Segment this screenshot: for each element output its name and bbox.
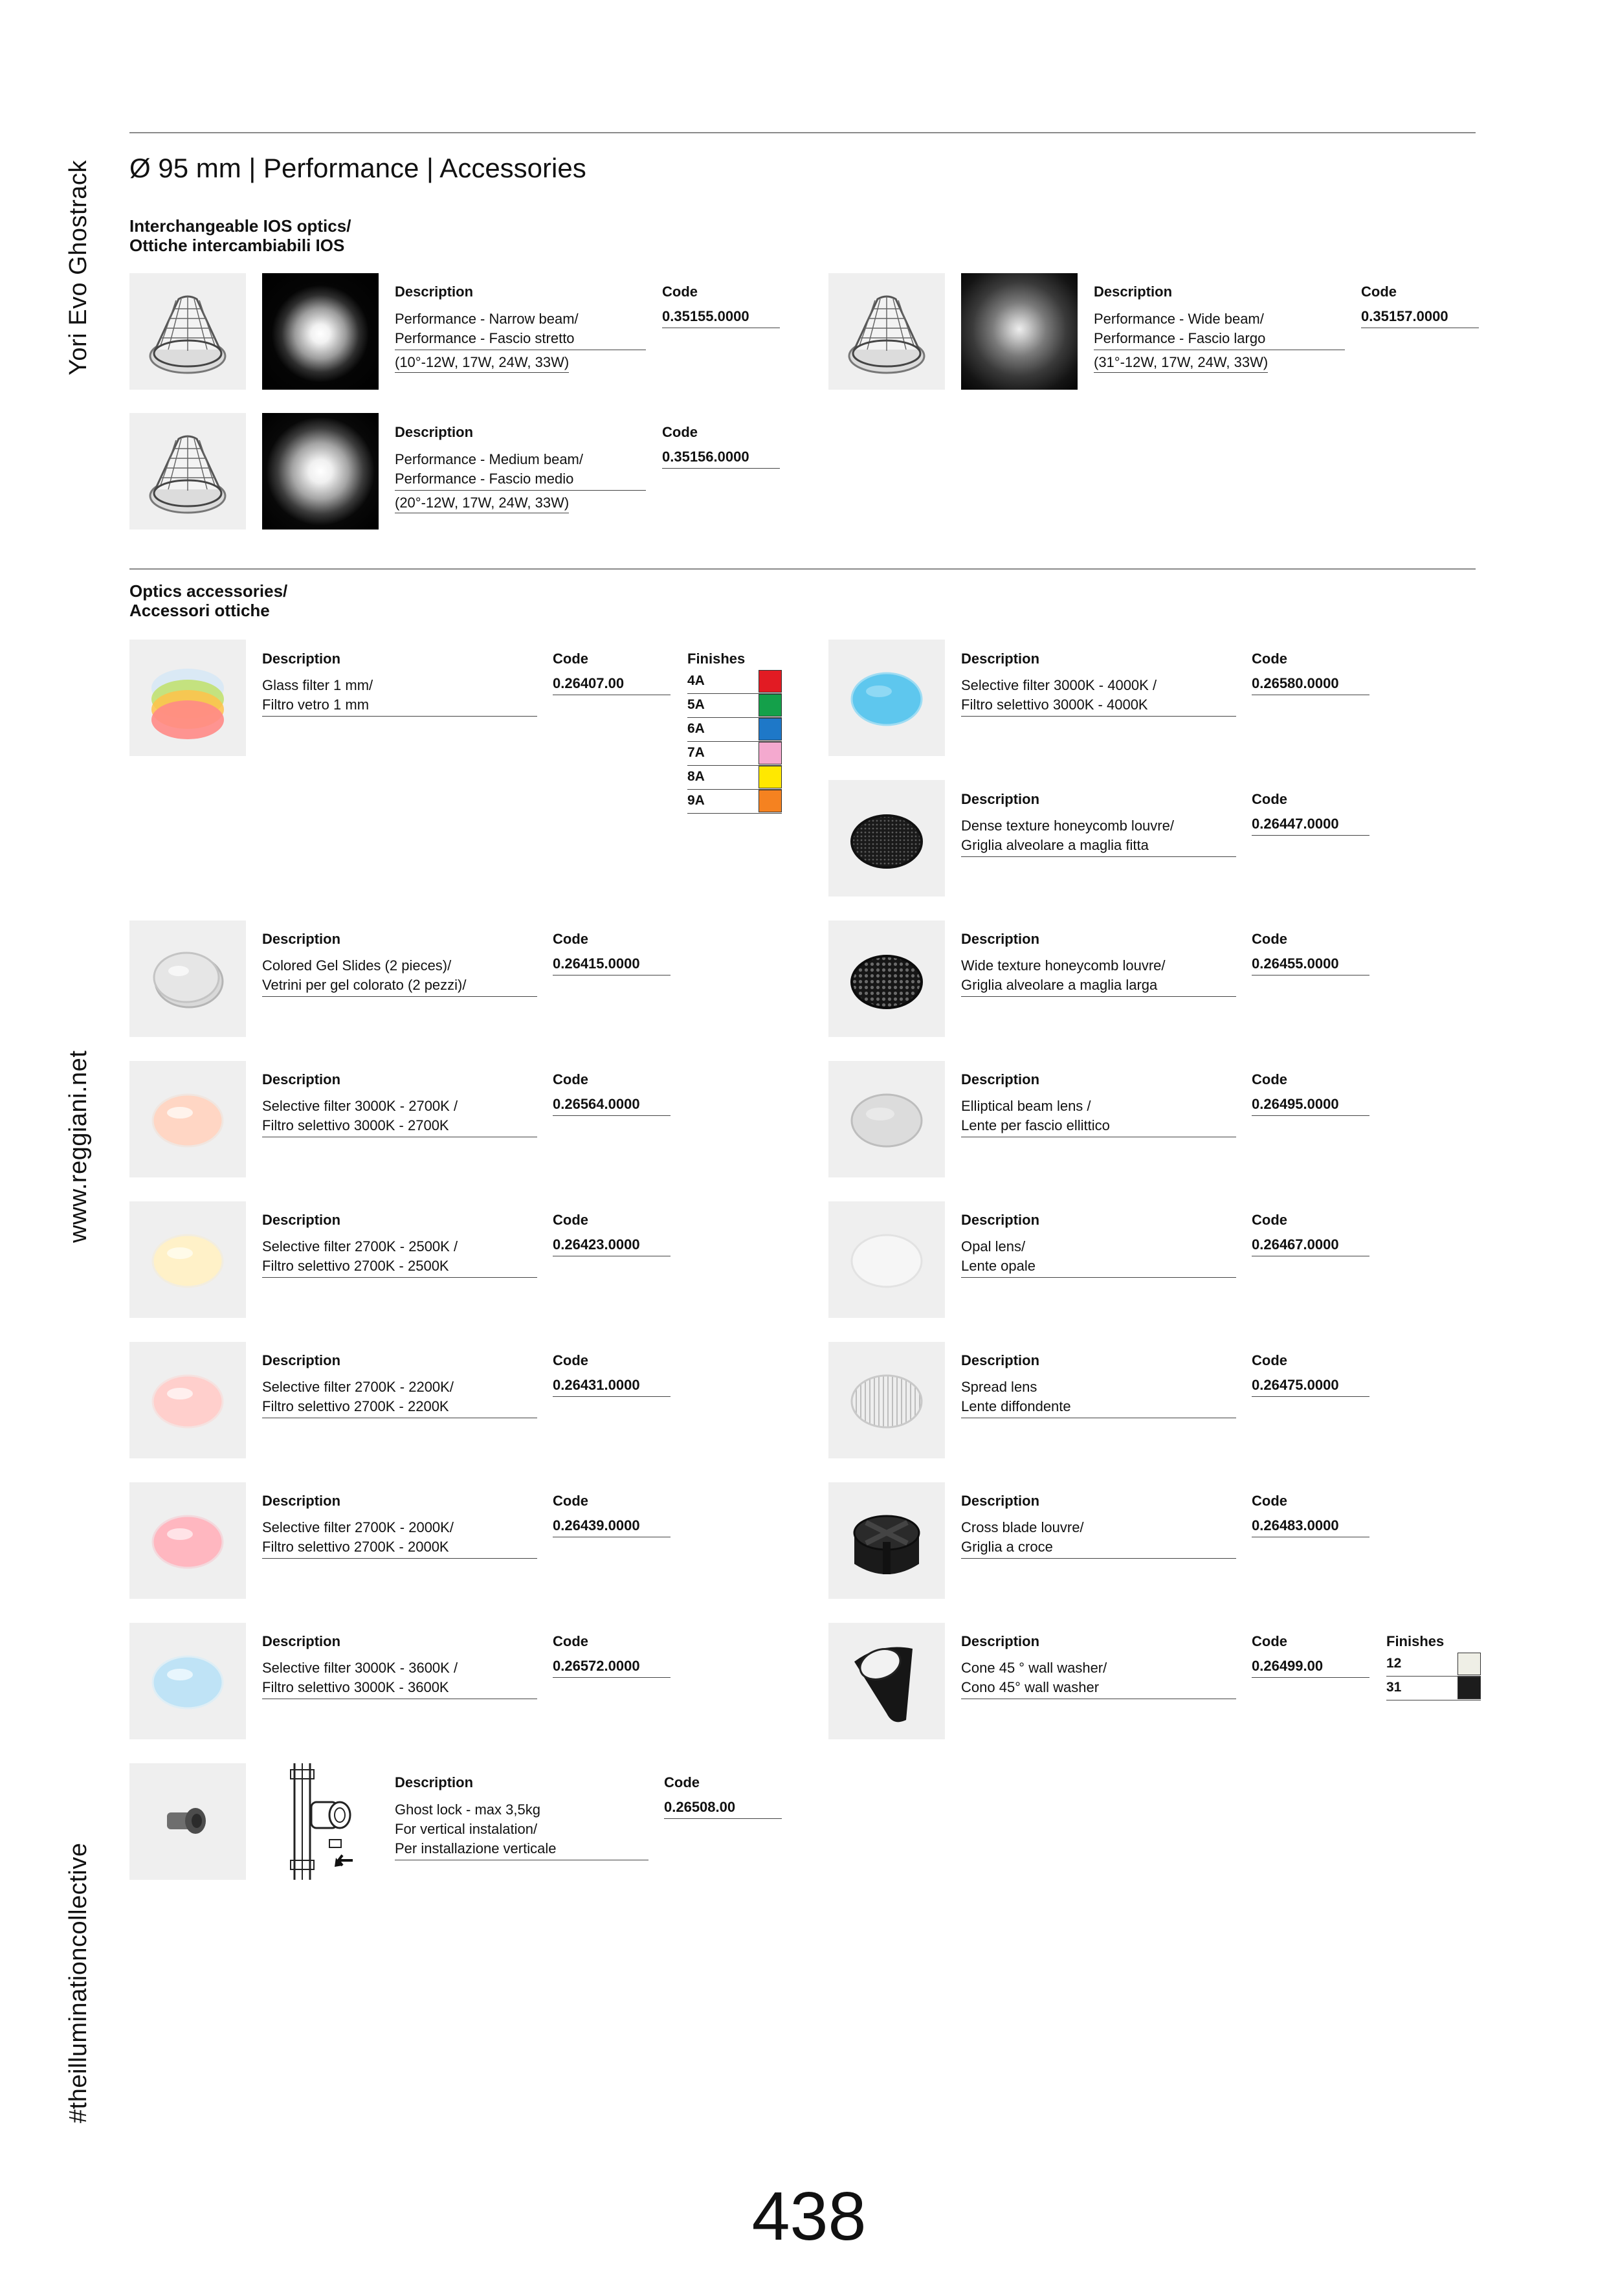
description-label: Description xyxy=(395,424,474,440)
description-label: Description xyxy=(961,651,1040,667)
finish-swatch xyxy=(1457,1653,1481,1675)
product-code: 0.26415.0000 xyxy=(553,955,670,975)
finish-swatch xyxy=(1457,1677,1481,1699)
product-description: Performance - Wide beam/ Performance - Fascio largo xyxy=(1094,309,1345,350)
beam-wide-image xyxy=(961,273,1078,390)
product-code: 0.26431.0000 xyxy=(553,1377,670,1397)
stacked-color-filters-icon xyxy=(129,640,246,756)
product-description: Performance - Narrow beam/ Performance - Fascio stretto xyxy=(395,309,646,350)
product-description: Selective filter 2700K - 2000K/ Filtro selettivo 2700K - 2000K xyxy=(262,1518,537,1559)
code-label: Code xyxy=(1252,1352,1287,1368)
finish-swatch xyxy=(759,694,782,717)
dense-honeycomb-icon xyxy=(828,780,945,897)
code-label: Code xyxy=(553,1633,588,1649)
ghost-lock-part-image xyxy=(129,1763,246,1880)
finish-option: 31 xyxy=(1386,1677,1481,1700)
finishes-list xyxy=(687,670,782,814)
description-label: Description xyxy=(961,1493,1040,1509)
product-description: Dense texture honeycomb louvre/ Griglia alveolare a maglia fitta xyxy=(961,816,1236,857)
spread-lens-icon xyxy=(828,1342,945,1458)
product-code: 0.26447.0000 xyxy=(1252,816,1369,836)
product-description: Ghost lock - max 3,5kg For vertical instalation/ Per installazione verticale xyxy=(395,1800,648,1860)
code-label: Code xyxy=(1252,791,1287,807)
product-code: 0.35157.0000 xyxy=(1361,308,1479,328)
finish-option: 6A xyxy=(687,718,782,742)
vertical-installation-diagram xyxy=(262,1763,379,1880)
code-label: Code xyxy=(553,1071,588,1087)
finish-option: 4A xyxy=(687,670,782,694)
product-code: 0.26407.00 xyxy=(553,675,670,695)
code-label: Code xyxy=(664,1774,700,1790)
product-wattage: (10°-12W, 17W, 24W, 33W) xyxy=(395,353,569,373)
product-wattage: (20°-12W, 17W, 24W, 33W) xyxy=(395,493,569,513)
ios-section-title: Interchangeable IOS optics/ Ottiche intercambiabili IOS xyxy=(129,216,351,255)
product-description: Elliptical beam lens / Lente per fascio ellittico xyxy=(961,1097,1236,1137)
product-code: 0.35155.0000 xyxy=(662,308,780,328)
product-code: 0.26495.0000 xyxy=(1252,1096,1369,1116)
product-description: Spread lens Lente diffondente xyxy=(961,1377,1236,1418)
product-description: Glass filter 1 mm/ Filtro vetro 1 mm xyxy=(262,676,537,717)
beam-medium-image xyxy=(262,413,379,529)
page-number: 438 xyxy=(751,2178,867,2255)
product-description: Selective filter 2700K - 2200K/ Filtro selettivo 2700K - 2200K xyxy=(262,1377,537,1418)
finish-swatch xyxy=(759,790,782,812)
code-label: Code xyxy=(1252,931,1287,947)
hashtag-side-label: #theilluminationcollective xyxy=(65,1842,92,2123)
product-description: Colored Gel Slides (2 pieces)/ Vetrini per gel colorato (2 pezzi)/ xyxy=(262,956,537,997)
description-label: Description xyxy=(262,651,341,667)
cone-reflector-image xyxy=(828,273,945,390)
product-description: Selective filter 2700K - 2500K / Filtro selettivo 2700K - 2500K xyxy=(262,1237,537,1278)
rose-disc-icon xyxy=(129,1482,246,1599)
code-label: Code xyxy=(1252,1493,1287,1509)
finish-option: 8A xyxy=(687,766,782,790)
description-label: Description xyxy=(961,931,1040,947)
code-label: Code xyxy=(553,1352,588,1368)
product-code: 0.26423.0000 xyxy=(553,1236,670,1256)
finish-swatch xyxy=(759,670,782,693)
description-label: Description xyxy=(262,1212,341,1228)
product-description: Selective filter 3000K - 4000K / Filtro selettivo 3000K - 4000K xyxy=(961,676,1236,717)
blue-disc-icon xyxy=(828,640,945,756)
finish-swatch xyxy=(759,718,782,741)
code-label: Code xyxy=(1252,1633,1287,1649)
page-title: Ø 95 mm | Performance | Accessories xyxy=(129,153,586,183)
code-label: Code xyxy=(553,1212,588,1228)
code-label: Code xyxy=(1252,1212,1287,1228)
opal-lens-icon xyxy=(828,1201,945,1318)
description-label: Description xyxy=(262,1633,341,1649)
pale-yellow-disc-icon xyxy=(129,1201,246,1318)
product-code: 0.26439.0000 xyxy=(553,1517,670,1537)
pink-disc-icon xyxy=(129,1342,246,1458)
cone-reflector-image xyxy=(129,273,246,390)
code-label: Code xyxy=(553,931,588,947)
product-code: 0.26580.0000 xyxy=(1252,675,1369,695)
product-wattage: (31°-12W, 17W, 24W, 33W) xyxy=(1094,353,1268,373)
cone-reflector-image xyxy=(129,413,246,529)
elliptical-lens-icon xyxy=(828,1061,945,1177)
description-label: Description xyxy=(262,1352,341,1368)
description-label: Description xyxy=(395,1774,474,1790)
peach-disc-icon xyxy=(129,1061,246,1177)
code-label: Code xyxy=(662,284,698,300)
finishes-list xyxy=(1386,1653,1481,1700)
top-divider xyxy=(129,132,1476,133)
clear-disc-icon xyxy=(129,920,246,1037)
light-blue-disc-icon xyxy=(129,1623,246,1739)
wide-honeycomb-icon xyxy=(828,920,945,1037)
description-label: Description xyxy=(961,1212,1040,1228)
description-label: Description xyxy=(395,284,474,300)
description-label: Description xyxy=(262,931,341,947)
finish-swatch xyxy=(759,742,782,764)
code-label: Code xyxy=(553,1493,588,1509)
product-code: 0.26564.0000 xyxy=(553,1096,670,1116)
product-description: Cone 45 ° wall washer/ Cono 45° wall washer xyxy=(961,1658,1236,1699)
code-label: Code xyxy=(1252,651,1287,667)
code-label: Code xyxy=(1252,1071,1287,1087)
product-description: Cross blade louvre/ Griglia a croce xyxy=(961,1518,1236,1559)
brand-side-label: Yori Evo Ghostrack xyxy=(65,160,92,375)
product-description: Opal lens/ Lente opale xyxy=(961,1237,1236,1278)
code-label: Code xyxy=(662,424,698,440)
description-label: Description xyxy=(961,1633,1040,1649)
finish-option: 7A xyxy=(687,742,782,766)
description-label: Description xyxy=(1094,284,1173,300)
product-code: 0.26499.00 xyxy=(1252,1658,1369,1678)
finish-swatch xyxy=(759,766,782,788)
code-label: Code xyxy=(553,651,588,667)
product-code: 0.26467.0000 xyxy=(1252,1236,1369,1256)
finishes-label: Finishes xyxy=(687,651,746,667)
section-divider xyxy=(129,568,1476,570)
product-code: 0.26455.0000 xyxy=(1252,955,1369,975)
product-code: 0.35156.0000 xyxy=(662,449,780,469)
product-code: 0.26572.0000 xyxy=(553,1658,670,1678)
finish-option: 5A xyxy=(687,694,782,718)
description-label: Description xyxy=(961,1352,1040,1368)
product-description: Wide texture honeycomb louvre/ Griglia alveolare a maglia larga xyxy=(961,956,1236,997)
finish-option: 9A xyxy=(687,790,782,814)
product-code: 0.26508.00 xyxy=(664,1799,782,1819)
product-description: Performance - Medium beam/ Performance - Fascio medio xyxy=(395,450,646,491)
product-description: Selective filter 3000K - 3600K / Filtro selettivo 3000K - 3600K xyxy=(262,1658,537,1699)
beam-narrow-image xyxy=(262,273,379,390)
product-code: 0.26483.0000 xyxy=(1252,1517,1369,1537)
description-label: Description xyxy=(262,1071,341,1087)
finishes-label: Finishes xyxy=(1386,1633,1445,1649)
product-code: 0.26475.0000 xyxy=(1252,1377,1369,1397)
description-label: Description xyxy=(961,791,1040,807)
cone-wall-washer-icon xyxy=(828,1623,945,1739)
code-label: Code xyxy=(1361,284,1397,300)
description-label: Description xyxy=(961,1071,1040,1087)
accessories-section-title: Optics accessories/ Accessori ottiche xyxy=(129,581,288,620)
description-label: Description xyxy=(262,1493,341,1509)
website-side-label: www.reggiani.net xyxy=(65,1050,92,1243)
finish-option: 12 xyxy=(1386,1653,1481,1677)
cross-blade-louvre-icon xyxy=(828,1482,945,1599)
product-description: Selective filter 3000K - 2700K / Filtro selettivo 3000K - 2700K xyxy=(262,1097,537,1137)
